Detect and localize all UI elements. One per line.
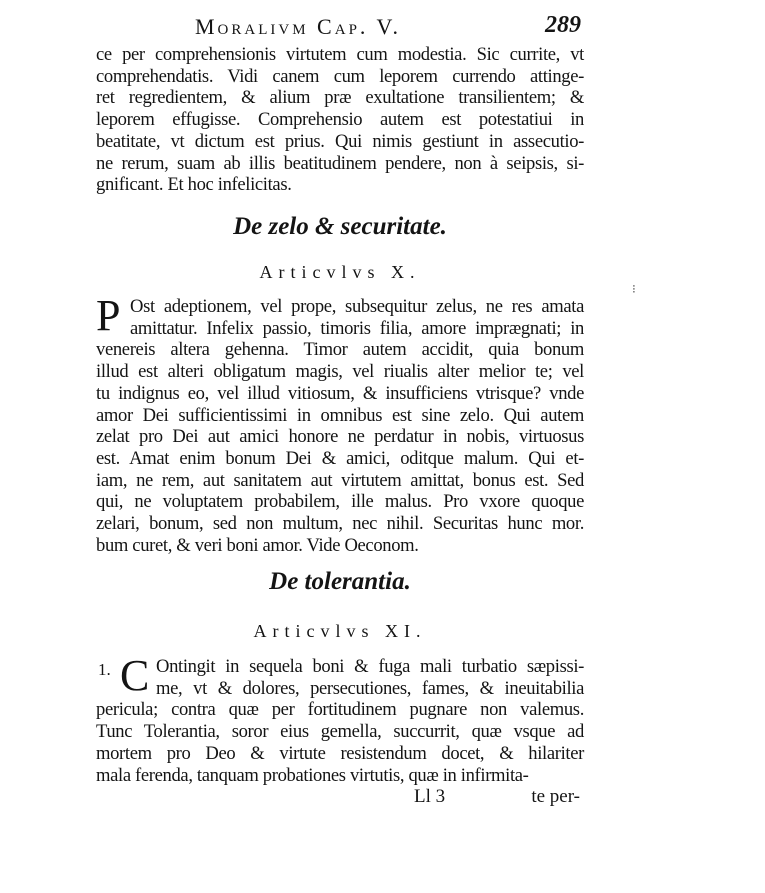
opening-paragraph (96, 44, 584, 196)
text-line: Ost adeptionem, vel prope, subsequitur zelus, ne res amata (130, 296, 584, 317)
text-line: Ontingit in sequela boni & fuga mali turbatio sæpissi- (156, 656, 584, 677)
running-title: Moralivm Cap. V. (195, 14, 402, 39)
section-heading-tolerantia: De tolerantia. (269, 568, 411, 595)
text-line: ce per comprehensionis virtutem cum modestia. Sic currite, vt (96, 44, 584, 65)
drop-cap-p: P (96, 291, 121, 340)
text-line: comprehendatis. Vidi canem cum leporem currendo attinge- (96, 65, 584, 87)
catchword: te per- (531, 786, 580, 807)
text-line: amittatur. Infelix passio, timoris filia, amore imprægnati; in (130, 317, 584, 339)
text-line: gnificant. Et hoc infelicitas. (96, 174, 292, 196)
text-line: ne rerum, suam ab illis beatitudinem pendere, non à seipsis, si- (96, 152, 584, 174)
text-line: qui, ne voluptatem probabilem, ille malus. Pro vxore quoque (96, 491, 584, 513)
page-footer (96, 786, 584, 810)
text-line: est. Amat enim bonum Dei & amici, oditque malum. Qui et- (96, 447, 584, 469)
text-line: zelat pro Dei aut amici honore ne perdatur in nobis, virtuosus (96, 426, 584, 448)
text-line: mortem pro Deo & virtute resistendum docet, & hilariter (96, 742, 584, 764)
margin-number: 1. (98, 660, 111, 679)
text-line: venereis altera gehenna. Timor autem accidit, quia bonum (96, 339, 584, 361)
page-number: 289 (545, 12, 581, 38)
text-line: leporem effugisse. Comprehensio autem est potestatiui in (96, 109, 584, 131)
text-line: zelari, bonum, sed non multum, nec nihil. Securitas hunc mor. (96, 513, 584, 535)
text-line: amor Dei sufficientissimi in omnibus est sine zelo. Qui autem (96, 404, 584, 426)
signature-mark: Ll 3 (414, 786, 446, 807)
text-line: bum curet, & veri boni amor. Vide Oeconom. (96, 534, 419, 556)
text-line: mala ferenda, tanquam probationes virtutis, quæ in infirmita- (96, 764, 529, 786)
text-line: tu indignus eo, vel illud vitiosum, & insufficiens vtrisque? vnde (96, 382, 584, 404)
margin-mark: ⁝ (632, 282, 636, 296)
text-line: beatitate, vt dictum est prius. Qui nimis gestiunt in assecutio- (96, 130, 584, 152)
text-line: illud est alteri obligatum magis, vel riualis alter melior te; vel (96, 361, 584, 383)
drop-cap-c: C (120, 651, 150, 700)
article-label-xi: Articvlvs XI. (253, 621, 427, 641)
text-line: ret regredientem, & alium præ exultatione transilientem; & (96, 87, 584, 109)
article-x-text (96, 291, 584, 556)
article-xi-text (96, 651, 584, 786)
text-line: me, vt & dolores, persecutiones, fames, & ineuitabilia (156, 677, 584, 699)
text-line: Tunc Tolerantia, soror eius gemella, succurrit, quæ vsque ad (96, 721, 584, 743)
article-label-x: Articvlvs X. (259, 262, 421, 282)
text-line: iam, ne rem, aut sanitatem aut virtutem amittat, bonus est. Sed (96, 469, 584, 491)
page-header (0, 12, 765, 42)
section-heading-zelo: De zelo & securitate. (233, 213, 447, 240)
text-line: pericula; contra quæ per fortitudinem pugnare non valemus. (96, 699, 584, 721)
